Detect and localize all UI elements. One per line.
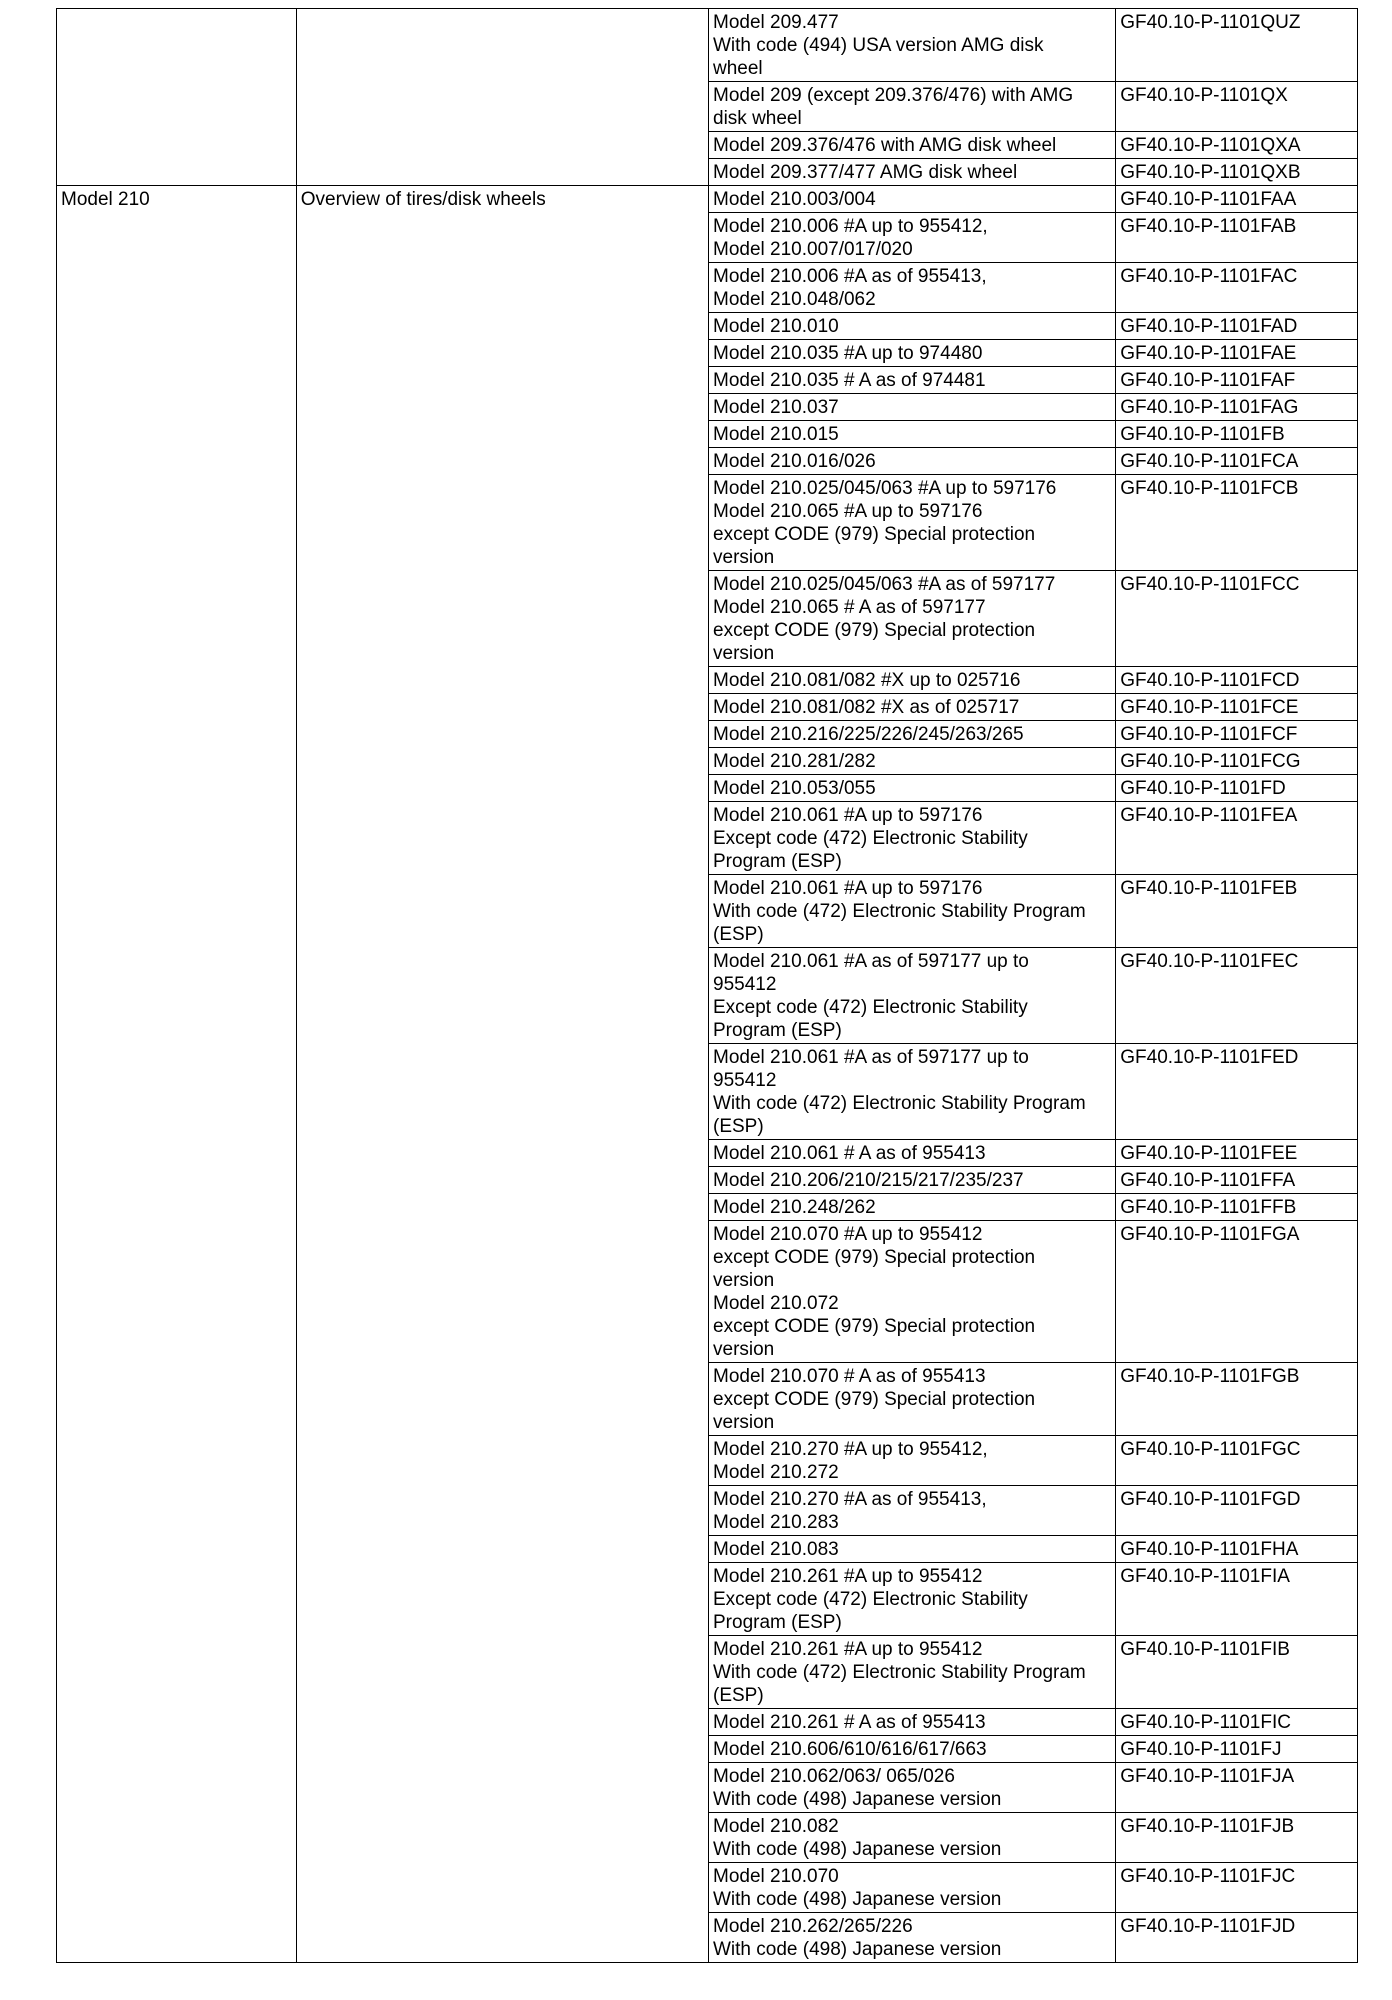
- table-row: [57, 9, 1358, 82]
- document-code-cell: GF40.10-P-1101FJ: [1116, 1736, 1358, 1763]
- document-code-cell: GF40.10-P-1101FAA: [1116, 186, 1358, 213]
- variant-cell: Model 210.081/082 #X up to 025716: [709, 667, 1116, 694]
- variant-cell: Model 210.082 With code (498) Japanese version: [709, 1813, 1116, 1863]
- document-code-cell: GF40.10-P-1101FCF: [1116, 721, 1358, 748]
- document-code-cell: GF40.10-P-1101FAC: [1116, 263, 1358, 313]
- document-code-cell: GF40.10-P-1101FGD: [1116, 1486, 1358, 1536]
- variant-cell: Model 210.010: [709, 313, 1116, 340]
- document-code-cell: GF40.10-P-1101FEB: [1116, 875, 1358, 948]
- document-code-cell: GF40.10-P-1101FFA: [1116, 1167, 1358, 1194]
- document-code-cell: GF40.10-P-1101FCG: [1116, 748, 1358, 775]
- variant-cell: Model 210.070 With code (498) Japanese version: [709, 1863, 1116, 1913]
- variant-cell: Model 210.262/265/226 With code (498) Japanese version: [709, 1913, 1116, 1963]
- document-code-cell: GF40.10-P-1101FAG: [1116, 394, 1358, 421]
- variant-cell: Model 209.477 With code (494) USA version AMG disk wheel: [709, 9, 1116, 82]
- model-cell: [57, 9, 297, 186]
- document-code-cell: GF40.10-P-1101FCE: [1116, 694, 1358, 721]
- variant-cell: Model 210.025/045/063 #A as of 597177 Model 210.065 # A as of 597177 except CODE (979) Special protection version: [709, 571, 1116, 667]
- document-code-cell: GF40.10-P-1101FJC: [1116, 1863, 1358, 1913]
- document-code-cell: GF40.10-P-1101QXB: [1116, 159, 1358, 186]
- document-code-cell: GF40.10-P-1101FCA: [1116, 448, 1358, 475]
- overview-cell: [296, 9, 708, 186]
- variant-cell: Model 210.035 # A as of 974481: [709, 367, 1116, 394]
- variant-cell: Model 210.061 #A up to 597176 With code (472) Electronic Stability Program (ESP): [709, 875, 1116, 948]
- document-code-cell: GF40.10-P-1101FCC: [1116, 571, 1358, 667]
- variant-cell: Model 210.062/063/ 065/026 With code (498) Japanese version: [709, 1763, 1116, 1813]
- variant-cell: Model 210.070 #A up to 955412 except CODE (979) Special protection version Model 210.072 except CODE (979) Special protection version: [709, 1221, 1116, 1363]
- document-code-cell: GF40.10-P-1101FEA: [1116, 802, 1358, 875]
- document-code-cell: GF40.10-P-1101FGC: [1116, 1436, 1358, 1486]
- variant-cell: Model 210.261 # A as of 955413: [709, 1709, 1116, 1736]
- document-code-cell: GF40.10-P-1101FAE: [1116, 340, 1358, 367]
- variant-cell: Model 210.016/026: [709, 448, 1116, 475]
- variant-cell: Model 209.377/477 AMG disk wheel: [709, 159, 1116, 186]
- document-code-cell: GF40.10-P-1101QX: [1116, 82, 1358, 132]
- variant-cell: Model 210.025/045/063 #A up to 597176 Model 210.065 #A up to 597176 except CODE (979) Special protection version: [709, 475, 1116, 571]
- document-code-cell: GF40.10-P-1101FAB: [1116, 213, 1358, 263]
- variant-cell: Model 210.061 #A as of 597177 up to 955412 With code (472) Electronic Stability Program (ESP): [709, 1044, 1116, 1140]
- document-code-cell: GF40.10-P-1101FCD: [1116, 667, 1358, 694]
- overview-cell: Overview of tires/disk wheels: [296, 186, 708, 1963]
- document-code-cell: GF40.10-P-1101FHA: [1116, 1536, 1358, 1563]
- variant-cell: Model 210.061 # A as of 955413: [709, 1140, 1116, 1167]
- document-table: [56, 8, 1358, 1963]
- document-code-cell: GF40.10-P-1101FFB: [1116, 1194, 1358, 1221]
- variant-cell: Model 210.015: [709, 421, 1116, 448]
- variant-cell: Model 210.081/082 #X as of 025717: [709, 694, 1116, 721]
- document-code-cell: GF40.10-P-1101FD: [1116, 775, 1358, 802]
- variant-cell: Model 210.206/210/215/217/235/237: [709, 1167, 1116, 1194]
- document-code-cell: GF40.10-P-1101FGB: [1116, 1363, 1358, 1436]
- variant-cell: Model 210.061 #A as of 597177 up to 955412 Except code (472) Electronic Stability Program (ESP): [709, 948, 1116, 1044]
- document-code-cell: GF40.10-P-1101FED: [1116, 1044, 1358, 1140]
- variant-cell: Model 210.261 #A up to 955412 With code (472) Electronic Stability Program (ESP): [709, 1636, 1116, 1709]
- document-code-cell: GF40.10-P-1101FIB: [1116, 1636, 1358, 1709]
- document-code-cell: GF40.10-P-1101FIC: [1116, 1709, 1358, 1736]
- document-code-cell: GF40.10-P-1101FEC: [1116, 948, 1358, 1044]
- variant-cell: Model 210.006 #A as of 955413, Model 210.048/062: [709, 263, 1116, 313]
- document-code-cell: GF40.10-P-1101FAD: [1116, 313, 1358, 340]
- variant-cell: Model 209 (except 209.376/476) with AMG disk wheel: [709, 82, 1116, 132]
- document-code-cell: GF40.10-P-1101FAF: [1116, 367, 1358, 394]
- variant-cell: Model 210.270 #A as of 955413, Model 210.283: [709, 1486, 1116, 1536]
- variant-cell: Model 210.006 #A up to 955412, Model 210.007/017/020: [709, 213, 1116, 263]
- variant-cell: Model 210.270 #A up to 955412, Model 210.272: [709, 1436, 1116, 1486]
- variant-cell: Model 210.061 #A up to 597176 Except code (472) Electronic Stability Program (ESP): [709, 802, 1116, 875]
- document-code-cell: GF40.10-P-1101FGA: [1116, 1221, 1358, 1363]
- document-code-cell: GF40.10-P-1101FB: [1116, 421, 1358, 448]
- variant-cell: Model 210.261 #A up to 955412 Except code (472) Electronic Stability Program (ESP): [709, 1563, 1116, 1636]
- variant-cell: Model 210.281/282: [709, 748, 1116, 775]
- document-code-cell: GF40.10-P-1101FIA: [1116, 1563, 1358, 1636]
- variant-cell: Model 209.376/476 with AMG disk wheel: [709, 132, 1116, 159]
- document-code-cell: GF40.10-P-1101FJB: [1116, 1813, 1358, 1863]
- document-code-cell: GF40.10-P-1101FCB: [1116, 475, 1358, 571]
- variant-cell: Model 210.216/225/226/245/263/265: [709, 721, 1116, 748]
- model-cell: Model 210: [57, 186, 297, 1963]
- variant-cell: Model 210.053/055: [709, 775, 1116, 802]
- document-code-cell: GF40.10-P-1101FJD: [1116, 1913, 1358, 1963]
- document-table-body: [57, 9, 1358, 1963]
- table-row: [57, 186, 1358, 213]
- variant-cell: Model 210.037: [709, 394, 1116, 421]
- variant-cell: Model 210.035 #A up to 974480: [709, 340, 1116, 367]
- variant-cell: Model 210.606/610/616/617/663: [709, 1736, 1116, 1763]
- variant-cell: Model 210.003/004: [709, 186, 1116, 213]
- document-code-cell: GF40.10-P-1101FJA: [1116, 1763, 1358, 1813]
- variant-cell: Model 210.070 # A as of 955413 except CODE (979) Special protection version: [709, 1363, 1116, 1436]
- variant-cell: Model 210.248/262: [709, 1194, 1116, 1221]
- document-code-cell: GF40.10-P-1101QXA: [1116, 132, 1358, 159]
- document-code-cell: GF40.10-P-1101QUZ: [1116, 9, 1358, 82]
- document-code-cell: GF40.10-P-1101FEE: [1116, 1140, 1358, 1167]
- variant-cell: Model 210.083: [709, 1536, 1116, 1563]
